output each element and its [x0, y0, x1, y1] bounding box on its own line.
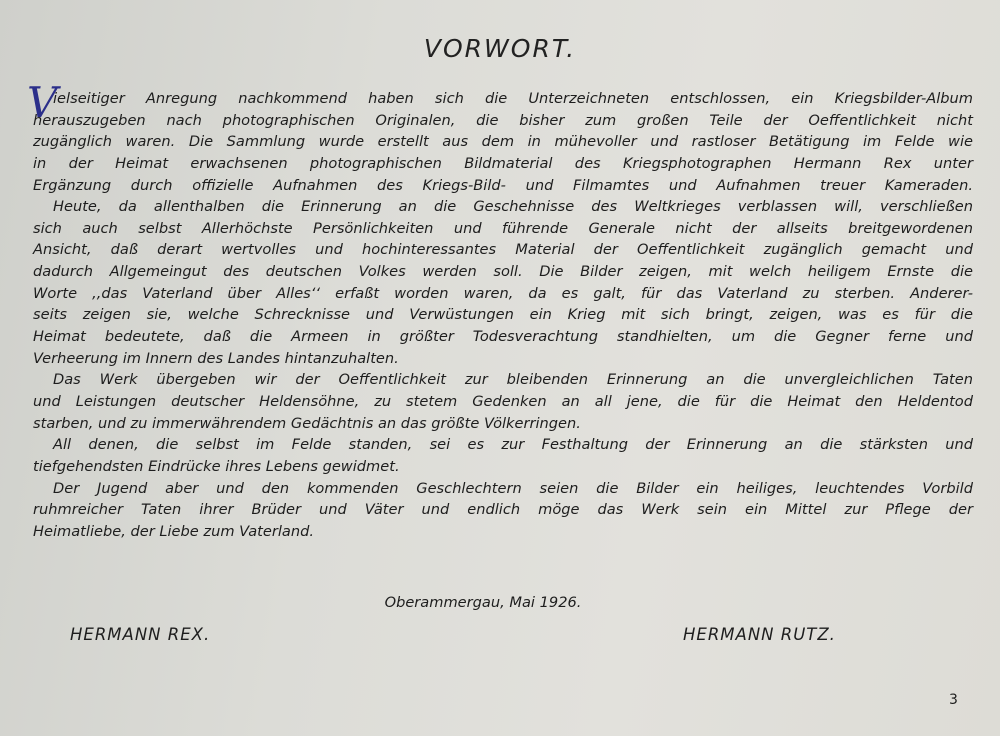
text-line: dadurch Allgemeingut des deutschen Volkes werden soll. Die Bilder zeigen, mit welch heiligem Ernste die [33, 263, 973, 281]
text-line: Das Werk übergeben wir der Oeffentlichkeit zur bleibenden Erinnerung an die unvergleichlichen Taten [53, 371, 973, 389]
signature-left: HERMANN REX. [70, 625, 211, 644]
text-line: Ergänzung durch offizielle Aufnahmen des Kriegs-Bild- und Filmamtes und Aufnahmen treuer Kameraden. [33, 176, 973, 194]
text-line: in der Heimat erwachsenen photographischen Bildmaterial des Kriegsphotographen Hermann Rex unter [33, 154, 973, 172]
text-line: ruhmreicher Taten ihrer Brüder und Väter und endlich möge das Werk sein ein Mittel zur Pflege der [33, 501, 973, 519]
text-line: und Leistungen deutscher Heldensöhne, zu stetem Gedenken an all jene, die für die Heimat den Heldentod [33, 392, 973, 410]
text-line: Heimat bedeutete, daß die Armeen in größter Todesverachtung standhielten, um die Gegner ferne und [33, 328, 973, 346]
signature-right: HERMANN RUTZ. [683, 625, 836, 644]
text-line: sich auch selbst Allerhöchste Persönlichkeiten und führende Generale nicht der allseits breitgewordenen [33, 219, 973, 237]
text-line: seits zeigen sie, welche Schrecknisse und Verwüstungen ein Krieg mit sich bringt, zeigen, was es für die [33, 306, 973, 324]
text-line: Ansicht, daß derart wertvolles und hochinteressantes Material der Oeffentlichkeit zugänglich gemacht und [33, 241, 973, 259]
drop-cap-letter: V [27, 78, 58, 127]
text-line: starben, und zu immerwährendem Gedächtnis an das größte Völkerringen. [33, 414, 581, 432]
text-line: zugänglich waren. Die Sammlung wurde erstellt aus dem in mühevoller und rastloser Betätigung im Felde wie [33, 133, 973, 151]
place-and-date: Oberammergau, Mai 1926. [384, 594, 582, 611]
text-line: Worte ,,das Vaterland über Alles‘‘ erfaßt worden waren, da es galt, für das Vaterland zu sterben. Anderer- [33, 284, 973, 302]
text-line: tiefgehendsten Eindrücke ihres Lebens gewidmet. [33, 457, 400, 475]
text-line: Verheerung im Innern des Landes hintanzuhalten. [33, 349, 399, 367]
page-title: VORWORT. [423, 34, 577, 63]
text-line: ielseitiger Anregung nachkommend haben sich die Unterzeichneten entschlossen, ein Kriegsbilder-Album [53, 90, 973, 107]
preface-text [27, 78, 973, 542]
text-line: herauszugeben nach photographischen Originalen, die bisher zum großen Teile der Oeffentlichkeit nicht [33, 111, 973, 129]
text-line: Heute, da allenthalben die Erinnerung an die Geschehnisse des Weltkrieges verblassen will, verschließen [53, 198, 973, 216]
text-line: Heimatliebe, der Liebe zum Vaterland. [33, 522, 315, 540]
text-line: Der Jugend aber und den kommenden Geschlechtern seien die Bilder ein heiliges, leuchtendes Vorbild [53, 479, 973, 497]
page-number: 3 [949, 692, 958, 708]
text-line: All denen, die selbst im Felde standen, sei es zur Festhaltung der Erinnerung an die stärksten und [53, 436, 973, 454]
